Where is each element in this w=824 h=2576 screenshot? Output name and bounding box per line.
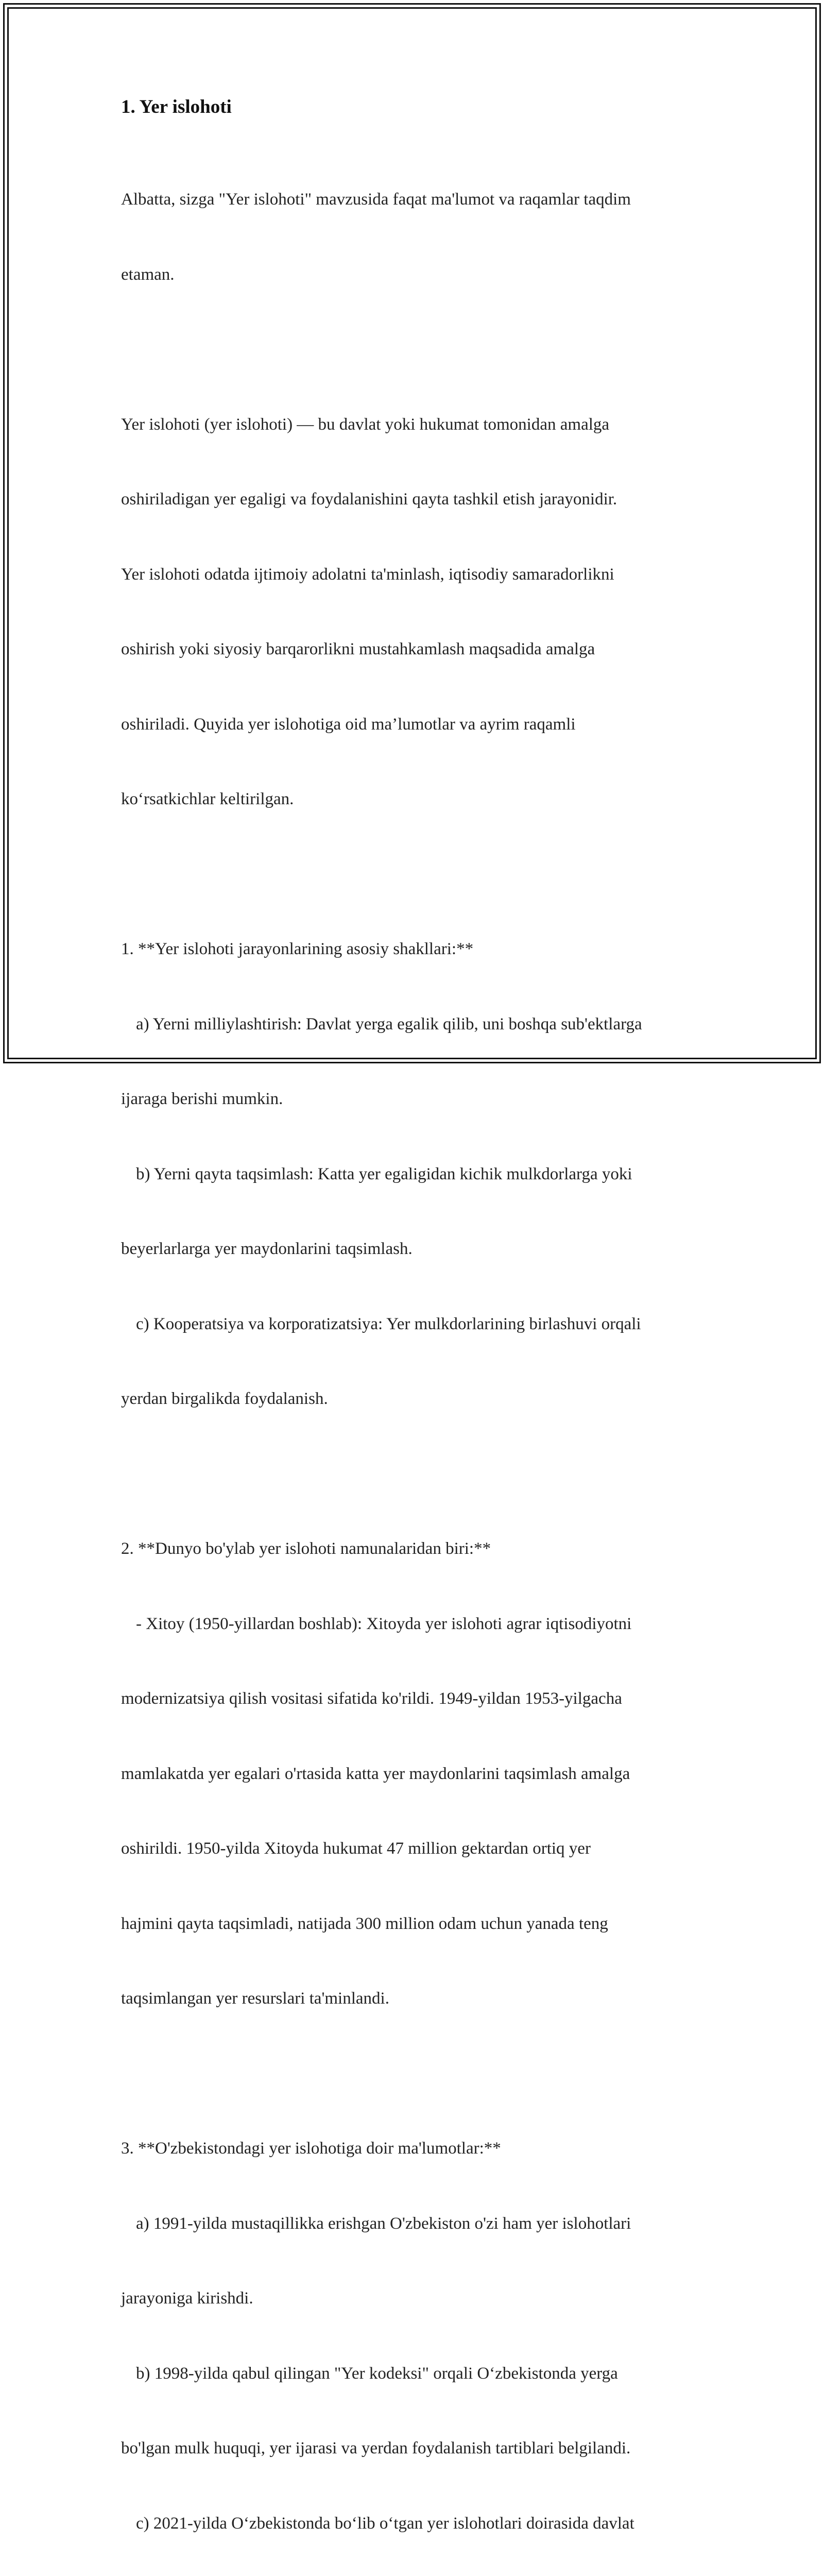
list-item: a) 1991-yilda mustaqillikka erishgan O'zbekiston o'zi ham yer islohotlari xyxy=(136,2214,631,2233)
text-line: oshiriladigan yer egaligi va foydalanishini qayta tashkil etish jarayonidir. xyxy=(121,490,617,509)
text-line: oshiriladi. Quyida yer islohotiga oid ma’lumotlar va ayrim raqamli xyxy=(121,715,576,734)
text-line: oshirildi. 1950-yilda Xitoyda hukumat 47 million gektardan ortiq yer xyxy=(121,1839,591,1858)
document-body xyxy=(121,95,708,2576)
paragraph-gap xyxy=(121,337,708,362)
text-line: Albatta, sizga "Yer islohoti" mavzusida faqat ma'lumot va raqamlar taqdim xyxy=(121,190,631,209)
document-title: 1. Yer islohoti xyxy=(121,96,232,117)
list-item: b) 1998-yilda qabul qilingan "Yer kodeksi" orqali O‘zbekistonda yerga xyxy=(136,2364,618,2383)
text-line: hajmini qayta taqsimladi, natijada 300 million odam uchun yanada teng xyxy=(121,1914,608,1933)
text-line: oshirish yoki siyosiy barqarorlikni mustahkamlash maqsadida amalga xyxy=(121,640,595,658)
text-line: ko‘rsatkichlar keltirilgan. xyxy=(121,790,294,808)
section-uzbekistan xyxy=(121,2086,708,2576)
text-line: mamlakatda yer egalari o'rtasida katta yer maydonlarini taqsimlash amalga xyxy=(121,1764,630,1783)
text-line: bo'lgan mulk huquqi, yer ijarasi va yerdan foydalanish tartiblari belgilandi. xyxy=(121,2439,631,2458)
text-line: ijaraga berishi mumkin. xyxy=(121,1090,283,1108)
section-heading: 3. **O'zbekistondagi yer islohotiga doir ma'lumotlar:** xyxy=(121,2139,501,2158)
list-item: b) Yerni qayta taqsimlash: Katta yer egaligidan kichik mulkdorlarga yoki xyxy=(136,1164,632,1183)
section-forms xyxy=(121,887,708,1462)
text-line: modernizatsiya qilish vositasi sifatida ko'rildi. 1949-yildan 1953-yilgacha xyxy=(121,1689,622,1708)
list-item: c) 2021-yilda O‘zbekistonda bo‘lib o‘tgan yer islohotlari doirasida davlat xyxy=(136,2514,634,2533)
list-item: - Xitoy (1950-yillardan boshlab): Xitoyda yer islohoti agrar iqtisodiyotni xyxy=(136,1614,632,1633)
text-line: taqsimlangan yer resurslari ta'minlandi. xyxy=(121,1989,389,2008)
list-item: a) Yerni milliylashtirish: Davlat yerga egalik qilib, uni boshqa sub'ektlarga xyxy=(136,1014,642,1033)
paragraph-gap xyxy=(121,2061,708,2087)
section-heading: 2. **Dunyo bo'ylab yer islohoti namunalaridan biri:** xyxy=(121,1539,491,1558)
text-line: Yer islohoti odatda ijtimoiy adolatni ta'minlash, iqtisodiy samaradorlikni xyxy=(121,565,614,584)
text-line: yerdan birgalikda foydalanish. xyxy=(121,1389,328,1408)
paragraph-gap xyxy=(121,1462,708,1487)
text-line: jarayoniga kirishdi. xyxy=(121,2289,253,2308)
section-heading: 1. **Yer islohoti jarayonlarining asosiy shakllari:** xyxy=(121,940,474,958)
definition-paragraph xyxy=(121,362,708,862)
paragraph-gap xyxy=(121,862,708,887)
text-line: Yer islohoti (yer islohoti) — bu davlat yoki hukumat tomonidan amalga xyxy=(121,415,610,434)
intro-paragraph xyxy=(121,137,708,337)
text-line: etaman. xyxy=(121,265,175,284)
section-world-examples xyxy=(121,1486,708,2061)
text-line: beyerlarlarga yer maydonlarini taqsimlash. xyxy=(121,1240,413,1258)
list-item: c) Kooperatsiya va korporatizatsiya: Yer mulkdorlarining birlashuvi orqali xyxy=(136,1314,641,1333)
